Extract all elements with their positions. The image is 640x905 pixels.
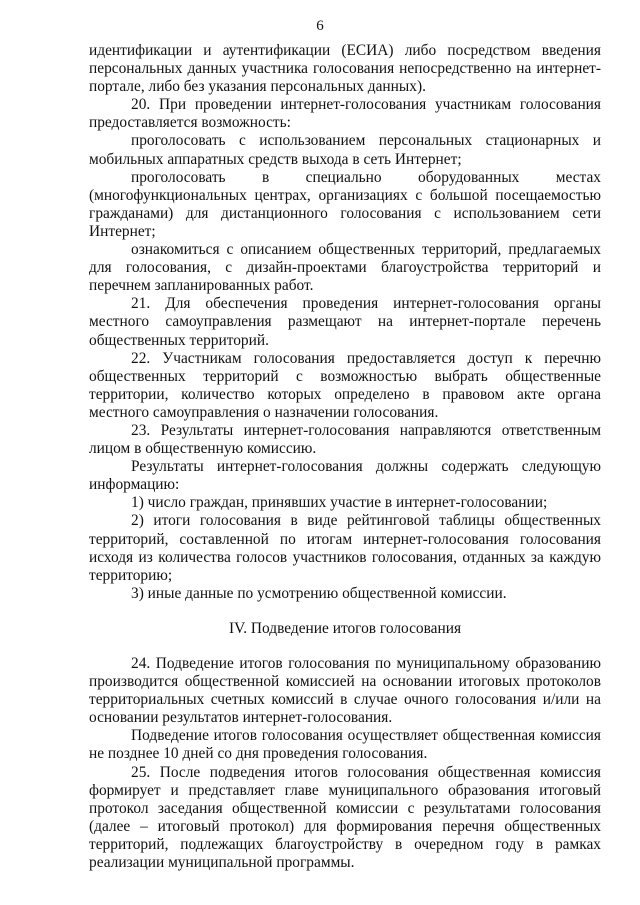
paragraph-option-equipped-places: проголосовать в специально оборудованных местах (многофункциональных центрах, организациях с большой посещаемостью гражданами) для дистанционного голосования с использованием сети Интернет; bbox=[89, 168, 601, 240]
paragraph-option-personal-devices: проголосовать с использованием персональных стационарных и мобильных аппаратных средств выхода в сеть Интернет; bbox=[89, 132, 601, 168]
paragraph-item-25: 25. После подведения итогов голосования общественная комиссия формирует и представляет главе муниципального образования итоговый протокол заседания общественной комиссии с результатами голосования (далее – итоговый протокол) для формирования перечня общественных территорий, подлежащих благоустройству в очередном году в рамках реализации муниципальной программы. bbox=[89, 763, 601, 872]
paragraph-result-2: 2) итоги голосования в виде рейтинговой таблицы общественных территорий, составленной по итогам интернет-голосования голосования исходя из количества голосов участников голосования, отданных за каждую территорию; bbox=[89, 512, 601, 584]
paragraph-item-24: 24. Подведение итогов голосования по муниципальному образованию производится общественной комиссией на основании итоговых протоколов территориальных счетных комиссий в случае очного голосования и/или на основании результатов интернет-голосования. bbox=[89, 655, 601, 727]
paragraph-item-21: 21. Для обеспечения проведения интернет-голосования органы местного самоуправления размещают на интернет-портале перечень общественных территорий. bbox=[89, 295, 601, 349]
page-number: 6 bbox=[316, 18, 324, 34]
paragraph-result-3: 3) иные данные по усмотрению общественной комиссии. bbox=[131, 584, 507, 602]
paragraph-item-20: 20. При проведении интернет-голосования участникам голосования предоставляется возможность: bbox=[89, 96, 601, 132]
paragraph-item-22: 22. Участникам голосования предоставляется доступ к перечню общественных территорий с возможностью выбрать общественные территории, количество которых определено в правовом акте органа местного самоуправления о назначении голосования. bbox=[89, 349, 601, 421]
paragraph-result-1: 1) число граждан, принявших участие в интернет-голосовании; bbox=[131, 494, 548, 512]
section-heading: IV. Подведение итогов голосования bbox=[228, 619, 462, 637]
document-body bbox=[89, 42, 601, 872]
paragraph-deadline: Подведение итогов голосования осуществляет общественная комиссия не позднее 10 дней со дня проведения голосования. bbox=[89, 727, 601, 763]
paragraph-option-review-territories: ознакомиться с описанием общественных территорий, предлагаемых для голосования, с дизайн-проектами благоустройства территорий и перечнем запланированных работ. bbox=[89, 241, 601, 295]
paragraph-results-content: Результаты интернет-голосования должны содержать следующую информацию: bbox=[89, 458, 601, 494]
paragraph-item-23: 23. Результаты интернет-голосования направляются ответственным лицом в общественную комиссию. bbox=[89, 421, 601, 458]
paragraph-continuation: идентификации и аутентификации (ЕСИА) либо посредством введения персональных данных участника голосования непосредственно на интернет-портале, либо без указания персональных данных). bbox=[89, 42, 601, 96]
